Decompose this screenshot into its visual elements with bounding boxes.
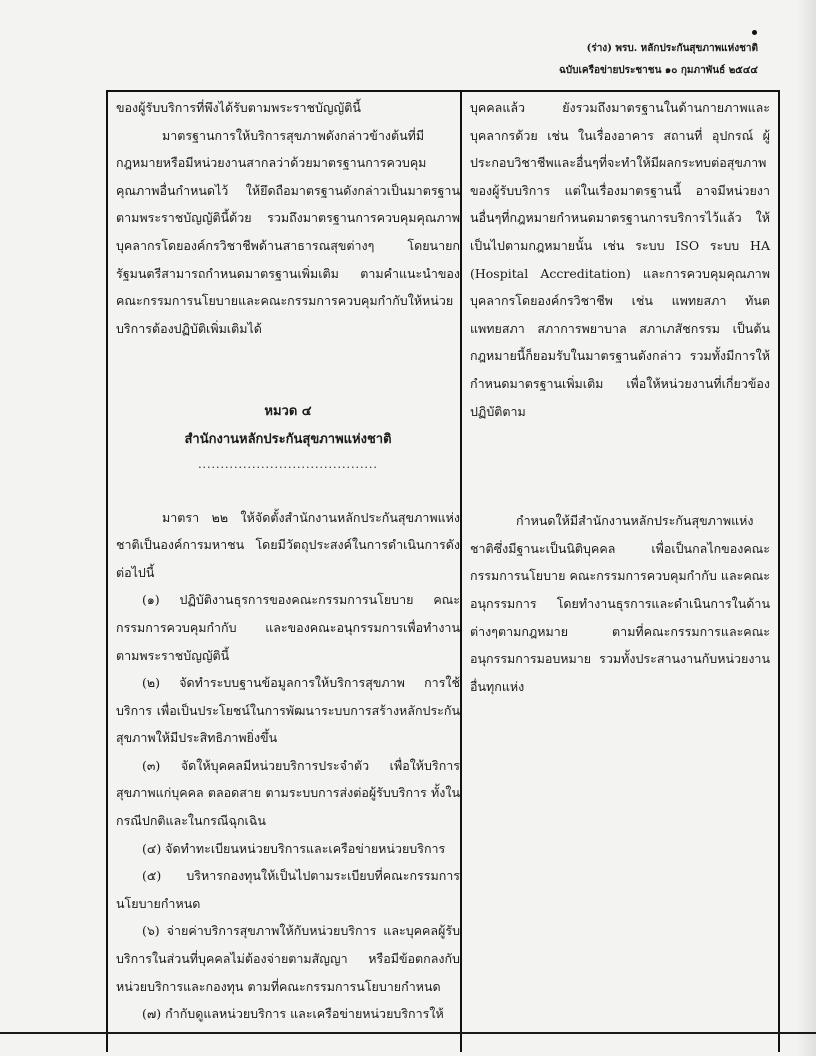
section-item: (๔) จัดทำทะเบียนหน่วยบริการและเครือข่ายหน่วยบริการ	[142, 840, 446, 856]
section-item: (๗) กำกับดูแลหน่วยบริการ และเครือข่ายหน่วยบริการให้	[142, 1006, 444, 1022]
law-text-column	[116, 94, 460, 1028]
chapter-subtitle: สำนักงานหลักประกันสุขภาพแห่งชาติ	[184, 431, 392, 447]
header-version: ฉบับเครือข่ายประชาชน ๑๐ กุมภาพันธ์ ๒๕๔๔	[559, 65, 758, 76]
document-header	[559, 38, 758, 82]
section-item: (๓) จัดให้บุคคลมีหน่วยบริการประจำตัว เพื่อให้บริการสุขภาพแก่บุคคล ตลอดสาย ตามระบบการส่งต่อผู้รับบริการ ทั้งในกรณีปกติและในกรณีฉุกเฉิน	[116, 757, 460, 829]
explanation-note: บุคคลแล้ว ยังรวมถึงมาตรฐานในด้านกายภาพและบุคลากรด้วย เช่น ในเรื่องอาคาร สถานที่ อุปกรณ์ ผู้ประกอบวิชาชีพและอื่นๆที่จะทำให้มีผลกระทบต่อสุขภาพของผู้รับบริการ แต่ในเรื่องมาตรฐานนี้ อาจมีหน่วยงานอื่นๆที่กฎหมายกำหนดมาตรฐานการบริการไว้แล้ว ให้เป็นไปตามกฎหมายนั้น เช่น ระบบ ISO ระบบ HA (Hospital Accreditation) และการควบคุมคุณภาพบุคลากรโดยองค์กรวิชาชีพ เช่น แพทยสภา ทันตแพทยสภา สภาการพยาบาล สภาเภสัชกรรม เป็นต้น กฎหมายนี้ก็ยอมรับในมาตรฐานดังกล่าว รวมทั้งมีการให้กำหนดมาตรฐานเพิ่มเติม เพื่อให้หน่วยงานที่เกี่ยวข้องปฏิบัติตาม	[470, 100, 770, 419]
spacer	[116, 342, 460, 398]
section-item: (๕) บริหารกองทุนให้เป็นไปตามระเบียบที่คณะกรรมการนโยบายกำหนด	[116, 868, 460, 911]
standards-paragraph: มาตรฐานการให้บริการสุขภาพดังกล่าวข้างต้นที่มีกฎหมายหรือมีหน่วยงานสากลว่าด้วยมาตรฐานการควบคุมคุณภาพอื่นกำหนดไว้ ให้ยึดถือมาตรฐานดังกล่าวเป็นมาตรฐานตามพระราชบัญญัตินี้ด้วย รวมถึงมาตรฐานการควบคุมคุณภาพบุคลากรโดยองค์กรวิชาชีพด้านสาธารณสุขต่างๆ โดยนายกรัฐมนตรีสามารถกำหนดมาตรฐานเพิ่มเติม ตามคำแนะนำของคณะกรรมการนโยบายและคณะกรรมการควบคุมกำกับให้หน่วยบริการต้องปฏิบัติเพิ่มเติมได้	[116, 127, 460, 336]
explanation-note: กำหนดให้มีสำนักงานหลักประกันสุขภาพแห่งชาติซึ่งมีฐานะเป็นนิติบุคคล เพื่อเป็นกลไกของคณะกรรมการนโยบาย คณะกรรมการควบคุมกำกับ และคณะอนุกรรมการ โดยทำงานธุรการและดำเนินการในด้านต่างๆตามกฎหมาย ตามที่คณะกรรมการและคณะอนุกรรมการมอบหมาย รวมทั้งประสานงานกับหน่วยงานอื่นทุกแห่ง	[470, 513, 770, 694]
explanation-column	[470, 94, 770, 700]
chapter-title: หมวด ๔	[264, 404, 312, 420]
two-column-table	[106, 90, 780, 1052]
section-22: มาตรา ๒๒ ให้จัดตั้งสำนักงานหลักประกันสุขภาพแห่งชาติเป็นองค์การมหาชน โดยมีวัตถุประสงค์ในการดำเนินการดังต่อไปนี้	[116, 509, 460, 580]
header-title: (ร่าง) พรบ. หลักประกันสุขภาพแห่งชาติ	[586, 43, 758, 54]
scan-mark	[752, 30, 757, 35]
chapter-dots: ........................................	[198, 457, 378, 471]
spacer	[116, 476, 460, 504]
spacer	[470, 425, 770, 507]
page-bottom-line	[0, 1032, 816, 1034]
section-item: (๖) จ่ายค่าบริการสุขภาพให้กับหน่วยบริการ และบุคคลผู้รับบริการในส่วนที่บุคคลไม่ต้องจ่ายตามสัญญา หรือมีข้อตกลงกับหน่วยบริการและกองทุน ตามที่คณะกรรมการนโยบายกำหนด	[116, 923, 460, 994]
page-shadow	[796, 0, 816, 1056]
column-divider	[460, 92, 462, 1052]
section-item: (๒) จัดทำระบบฐานข้อมูลการให้บริการสุขภาพ การใช้บริการ เพื่อเป็นประโยชน์ในการพัฒนาระบบการสร้างหลักประกันสุขภาพให้มีประสิทธิภาพยิ่งขึ้น	[116, 675, 460, 746]
section-item: (๑) ปฏิบัติงานธุรการของคณะกรรมการนโยบาย คณะกรรมการควบคุมกำกับ และของคณะอนุกรรมการเพื่อทำงานตามพระราชบัญญัตินี้	[116, 592, 460, 663]
intro-line: ของผู้รับบริการที่พึงได้รับตามพระราชบัญญัตินี้	[116, 100, 361, 115]
